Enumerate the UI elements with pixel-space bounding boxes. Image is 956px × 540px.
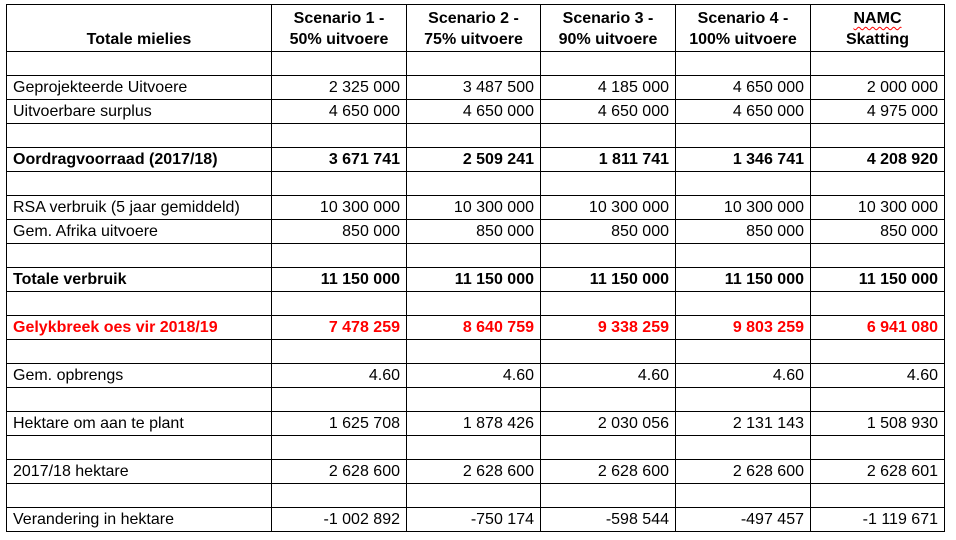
empty-cell[interactable] xyxy=(811,292,945,316)
header-cell-scenario-2[interactable] xyxy=(407,5,541,52)
value-cell[interactable]: 11 150 000 xyxy=(541,268,676,292)
empty-cell[interactable] xyxy=(7,124,272,148)
header-cell-namc[interactable] xyxy=(811,5,945,52)
empty-cell[interactable] xyxy=(7,340,272,364)
empty-cell[interactable] xyxy=(811,124,945,148)
value-cell[interactable]: 9 803 259 xyxy=(676,316,811,340)
header-row xyxy=(7,5,945,52)
empty-cell[interactable] xyxy=(407,388,541,412)
value-cell[interactable]: 4 650 000 xyxy=(676,76,811,100)
value-cell[interactable]: 4 650 000 xyxy=(272,100,407,124)
value-cell[interactable]: -1 119 671 xyxy=(811,508,945,532)
empty-cell[interactable] xyxy=(272,244,407,268)
row-label-cell[interactable]: Hektare om aan te plant xyxy=(7,412,272,436)
header-line1: Scenario 1 - xyxy=(293,10,385,27)
value-cell[interactable]: 9 338 259 xyxy=(541,316,676,340)
value-cell[interactable]: 4.60 xyxy=(676,364,811,388)
header-line1: Scenario 3 - xyxy=(562,10,654,27)
empty-cell[interactable] xyxy=(272,436,407,460)
empty-cell[interactable] xyxy=(676,436,811,460)
table-row xyxy=(7,196,945,220)
empty-cell[interactable] xyxy=(7,172,272,196)
blank-row xyxy=(7,292,945,316)
row-label-cell[interactable]: Geprojekteerde Uitvoere xyxy=(7,76,272,100)
empty-cell[interactable] xyxy=(676,124,811,148)
value-cell[interactable]: 11 150 000 xyxy=(676,268,811,292)
header-label: Totale mielies xyxy=(86,31,192,48)
value-cell[interactable]: 10 300 000 xyxy=(676,196,811,220)
table-row xyxy=(7,460,945,484)
value-cell[interactable]: 4 650 000 xyxy=(676,100,811,124)
empty-cell[interactable] xyxy=(676,52,811,76)
table-row xyxy=(7,364,945,388)
header-line2: Skatting xyxy=(845,31,910,48)
empty-cell[interactable] xyxy=(272,388,407,412)
value-cell[interactable]: 1 811 741 xyxy=(541,148,676,172)
value-cell[interactable]: 2 628 601 xyxy=(811,460,945,484)
empty-cell[interactable] xyxy=(272,484,407,508)
empty-cell[interactable] xyxy=(541,244,676,268)
header-cell-scenario-1[interactable] xyxy=(272,5,407,52)
row-label-cell[interactable]: Totale verbruik xyxy=(7,268,272,292)
value-cell[interactable]: 1 346 741 xyxy=(676,148,811,172)
value-cell[interactable]: 850 000 xyxy=(272,220,407,244)
header-label-cell[interactable] xyxy=(7,5,272,52)
empty-cell[interactable] xyxy=(541,172,676,196)
value-cell[interactable]: 10 300 000 xyxy=(541,196,676,220)
empty-cell[interactable] xyxy=(7,388,272,412)
value-cell[interactable]: 11 150 000 xyxy=(407,268,541,292)
value-cell[interactable]: 1 625 708 xyxy=(272,412,407,436)
empty-cell[interactable] xyxy=(272,292,407,316)
value-cell[interactable]: 11 150 000 xyxy=(272,268,407,292)
row-label-cell[interactable]: Gem. Afrika uitvoere xyxy=(7,220,272,244)
empty-cell[interactable] xyxy=(272,52,407,76)
empty-cell[interactable] xyxy=(541,52,676,76)
empty-cell[interactable] xyxy=(676,340,811,364)
row-label-cell[interactable]: Oordragvoorraad (2017/18) xyxy=(7,148,272,172)
empty-cell[interactable] xyxy=(407,244,541,268)
row-label-cell[interactable]: Gem. opbrengs xyxy=(7,364,272,388)
table-row xyxy=(7,412,945,436)
row-label-cell[interactable]: Gelykbreek oes vir 2018/19 xyxy=(7,316,272,340)
empty-cell[interactable] xyxy=(811,388,945,412)
value-cell[interactable]: 6 941 080 xyxy=(811,316,945,340)
header-line1: NAMC xyxy=(853,10,902,27)
value-cell[interactable]: 4 650 000 xyxy=(407,100,541,124)
header-line1: Scenario 4 - xyxy=(697,10,789,27)
empty-cell[interactable] xyxy=(811,52,945,76)
table-row xyxy=(7,220,945,244)
empty-cell[interactable] xyxy=(7,244,272,268)
empty-cell[interactable] xyxy=(407,436,541,460)
empty-cell[interactable] xyxy=(7,436,272,460)
empty-cell[interactable] xyxy=(811,436,945,460)
empty-cell[interactable] xyxy=(407,292,541,316)
value-cell[interactable]: 10 300 000 xyxy=(407,196,541,220)
empty-cell[interactable] xyxy=(811,244,945,268)
value-cell[interactable]: -1 002 892 xyxy=(272,508,407,532)
blank-row xyxy=(7,340,945,364)
value-cell[interactable]: 850 000 xyxy=(541,220,676,244)
value-cell[interactable]: 8 640 759 xyxy=(407,316,541,340)
header-cell-scenario-3[interactable] xyxy=(541,5,676,52)
row-label-cell[interactable]: 2017/18 hektare xyxy=(7,460,272,484)
row-label-cell[interactable]: RSA verbruik (5 jaar gemiddeld) xyxy=(7,196,272,220)
empty-cell[interactable] xyxy=(272,124,407,148)
empty-cell[interactable] xyxy=(7,292,272,316)
header-line2: 75% uitvoere xyxy=(424,31,523,48)
header-cell-scenario-4[interactable] xyxy=(676,5,811,52)
value-cell[interactable]: 2 000 000 xyxy=(811,76,945,100)
empty-cell[interactable] xyxy=(407,340,541,364)
header-line2: 100% uitvoere xyxy=(689,31,797,48)
blank-row xyxy=(7,172,945,196)
value-cell[interactable]: 2 628 600 xyxy=(407,460,541,484)
blank-row xyxy=(7,52,945,76)
empty-cell[interactable] xyxy=(541,124,676,148)
empty-cell[interactable] xyxy=(676,244,811,268)
value-cell[interactable]: 4.60 xyxy=(407,364,541,388)
value-cell[interactable]: 11 150 000 xyxy=(811,268,945,292)
empty-cell[interactable] xyxy=(676,172,811,196)
empty-cell[interactable] xyxy=(272,340,407,364)
table-row xyxy=(7,100,945,124)
empty-cell[interactable] xyxy=(7,52,272,76)
header-line1: Scenario 2 - xyxy=(428,10,519,27)
value-cell[interactable]: -750 174 xyxy=(407,508,541,532)
blank-row xyxy=(7,244,945,268)
empty-cell[interactable] xyxy=(541,292,676,316)
table-row-breakeven xyxy=(7,316,945,340)
empty-cell[interactable] xyxy=(407,52,541,76)
value-cell[interactable]: 4 650 000 xyxy=(541,100,676,124)
header-line2: 50% uitvoere xyxy=(289,31,389,48)
value-cell[interactable]: 2 509 241 xyxy=(407,148,541,172)
value-cell[interactable]: 2 628 600 xyxy=(272,460,407,484)
row-label-cell[interactable]: Uitvoerbare surplus xyxy=(7,100,272,124)
empty-cell[interactable] xyxy=(676,388,811,412)
blank-row xyxy=(7,436,945,460)
value-cell[interactable]: 2 030 056 xyxy=(541,412,676,436)
value-cell[interactable]: 850 000 xyxy=(811,220,945,244)
value-cell[interactable]: 4.60 xyxy=(272,364,407,388)
value-cell[interactable]: 4 208 920 xyxy=(811,148,945,172)
table-row-carryover xyxy=(7,148,945,172)
empty-cell[interactable] xyxy=(811,172,945,196)
value-cell[interactable]: 3 487 500 xyxy=(407,76,541,100)
table-row-total xyxy=(7,268,945,292)
value-cell[interactable]: -598 544 xyxy=(541,508,676,532)
value-cell[interactable]: 2 325 000 xyxy=(272,76,407,100)
empty-cell[interactable] xyxy=(676,484,811,508)
table-row xyxy=(7,508,945,532)
value-cell[interactable]: 4 185 000 xyxy=(541,76,676,100)
value-cell[interactable]: -497 457 xyxy=(676,508,811,532)
value-cell[interactable]: 4.60 xyxy=(811,364,945,388)
empty-cell[interactable] xyxy=(407,172,541,196)
table-row xyxy=(7,76,945,100)
value-cell[interactable]: 850 000 xyxy=(407,220,541,244)
empty-cell[interactable] xyxy=(541,388,676,412)
empty-cell[interactable] xyxy=(541,436,676,460)
empty-cell[interactable] xyxy=(811,340,945,364)
spreadsheet-table xyxy=(6,4,945,532)
value-cell[interactable]: 2 628 600 xyxy=(676,460,811,484)
empty-cell[interactable] xyxy=(811,484,945,508)
empty-cell[interactable] xyxy=(407,484,541,508)
empty-cell[interactable] xyxy=(541,484,676,508)
empty-cell[interactable] xyxy=(407,124,541,148)
value-cell[interactable]: 4.60 xyxy=(541,364,676,388)
value-cell[interactable]: 4 975 000 xyxy=(811,100,945,124)
empty-cell[interactable] xyxy=(676,292,811,316)
value-cell[interactable]: 850 000 xyxy=(676,220,811,244)
value-cell[interactable]: 7 478 259 xyxy=(272,316,407,340)
blank-row xyxy=(7,388,945,412)
value-cell[interactable]: 1 878 426 xyxy=(407,412,541,436)
value-cell[interactable]: 10 300 000 xyxy=(272,196,407,220)
empty-cell[interactable] xyxy=(272,172,407,196)
blank-row xyxy=(7,124,945,148)
row-label-cell[interactable]: Verandering in hektare xyxy=(7,508,272,532)
header-line2: 90% uitvoere xyxy=(558,31,658,48)
value-cell[interactable]: 10 300 000 xyxy=(811,196,945,220)
value-cell[interactable]: 2 628 600 xyxy=(541,460,676,484)
value-cell[interactable]: 3 671 741 xyxy=(272,148,407,172)
empty-cell[interactable] xyxy=(541,340,676,364)
value-cell[interactable]: 1 508 930 xyxy=(811,412,945,436)
value-cell[interactable]: 2 131 143 xyxy=(676,412,811,436)
empty-cell[interactable] xyxy=(7,484,272,508)
blank-row xyxy=(7,484,945,508)
